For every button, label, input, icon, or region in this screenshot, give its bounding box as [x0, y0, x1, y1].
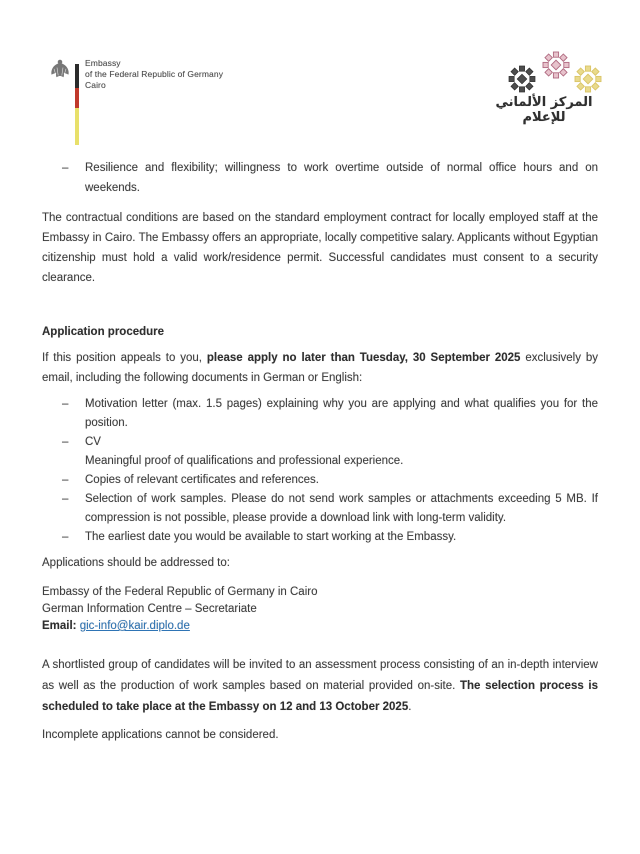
- dash-bullet: –: [62, 474, 69, 486]
- address-line-embassy: Embassy of the Federal Republic of Germany in Cairo: [42, 586, 318, 598]
- list-item: [42, 395, 598, 433]
- closing-paragraph: Incomplete applications cannot be considered.: [42, 729, 279, 741]
- requirement-item: [42, 158, 598, 198]
- email-label: Email:: [42, 620, 80, 632]
- list-item: [42, 471, 598, 490]
- list-item-subline: Meaningful proof of qualifications and professional experience.: [85, 455, 404, 467]
- list-item-text: Selection of work samples. Please do not send work samples or attachments exceeding 5 MB. If compression is not possible, please provide a download link with long-term validity.: [85, 493, 598, 524]
- embassy-wordmark-line1: Embassy: [85, 58, 121, 68]
- list-item: [42, 528, 598, 547]
- list-item-text: The earliest date you would be available to start working at the Embassy.: [85, 531, 457, 543]
- apply-intro-pre: If this position appeals to you,: [42, 352, 207, 364]
- list-item-text: Motivation letter (max. 1.5 pages) explaining why you are applying and what qualifies you for the position.: [85, 398, 598, 429]
- embassy-wordmark: [85, 58, 223, 91]
- address-line-centre: German Information Centre – Secretariate: [42, 603, 257, 615]
- email-link[interactable]: gic-info@kair.diplo.de: [79, 620, 190, 632]
- assessment-paragraph: [42, 655, 598, 718]
- dash-bullet: –: [62, 398, 69, 410]
- requirement-text: Resilience and flexibility; willingness to work overtime outside of normal office hours and on weekends.: [85, 162, 598, 194]
- email-line: [42, 618, 598, 635]
- rosette-pink: [543, 52, 569, 78]
- assessment-pre: A shortlisted group of candidates will be invited to an assessment process consisting of an in-depth interview as well as the production of work samples based on material provided on-site.: [42, 659, 598, 692]
- contract-paragraph: The contractual conditions are based on the standard employment contract for locally employed staff at the Embassy in Cairo. The Embassy offers an appropriate, locally competitive salary. Applicants without Egyptian citizenship must hold a valid work/residence permit. Successful candidates must consent to a security clearance.: [42, 212, 598, 284]
- list-item: [42, 490, 598, 528]
- document-body: [42, 158, 598, 745]
- assessment-post: .: [408, 701, 412, 713]
- list-item-text: CV: [85, 436, 101, 448]
- rosette-dark: [509, 66, 535, 92]
- dash-bullet: –: [62, 162, 69, 174]
- embassy-wordmark-line2: of the Federal Republic of Germany: [85, 69, 224, 79]
- federal-eagle-icon: [48, 57, 72, 83]
- list-item: [42, 433, 598, 452]
- german-flag-stripe: [75, 64, 79, 145]
- documents-list: [42, 395, 598, 547]
- dash-bullet: –: [62, 531, 69, 543]
- address-block: [42, 584, 598, 635]
- addressed-to-line: Applications should be addressed to:: [42, 557, 230, 569]
- list-item-text: Copies of relevant certificates and references.: [85, 474, 319, 486]
- apply-intro-paragraph: [42, 348, 598, 388]
- dash-bullet: –: [62, 436, 69, 448]
- application-procedure-heading: Application procedure: [42, 326, 165, 338]
- rosette-yellow: [575, 66, 601, 92]
- assessment-dates: The selection process is scheduled to take place at the Embassy on 12 and 13 October 2025: [42, 680, 598, 713]
- apply-deadline: please apply no later than Tuesday, 30 September 2025: [206, 352, 521, 364]
- embassy-wordmark-line3: Cairo: [85, 80, 106, 90]
- apply-intro-post: exclusively by email, including the following documents in German or English:: [42, 352, 598, 384]
- dash-bullet: –: [62, 493, 69, 505]
- gic-arabic-title: المركز الألماني للإعلام: [495, 95, 593, 125]
